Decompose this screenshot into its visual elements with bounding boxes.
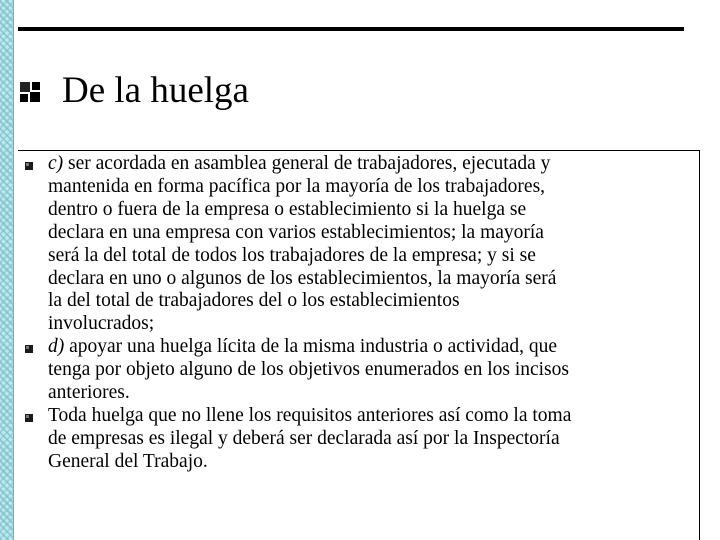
slide-title: De la huelga [62,70,249,111]
item-text-line: apoyar una huelga lícita de la misma industria o actividad, que [69,336,558,358]
content-top-border [18,150,700,151]
square-bullet-icon [25,414,33,422]
item-text-line: General del Trabajo. [48,450,208,472]
item-text-line: será la del total de todos los trabajadores de la empresa; y si se [48,244,536,266]
decorative-side-stripe [0,0,14,540]
list-item [18,336,698,405]
item-text-line: mantenida en forma pacífica por la mayoría de los trabajadores, [48,175,546,197]
checker-square-icon [20,82,42,104]
list-item [18,405,698,474]
list-item [18,153,698,336]
item-text-line: declara en uno o algunos de los establecimientos, la mayoría será [48,267,557,289]
item-text-line: tenga por objeto alguno de los objetivos enumerados en los incisos [48,359,569,381]
bullet-list [18,153,698,474]
item-prefix: d) [48,336,65,358]
item-text-line: involucrados; [48,313,155,335]
content-right-border [699,150,700,540]
item-text-line: dentro o fuera de la empresa o establecimiento si la huelga se [48,198,527,220]
item-text-line: anteriores. [48,382,130,404]
square-bullet-icon [25,345,33,353]
item-text-line: de empresas es ilegal y deberá ser declarada así por la Inspectoría [48,427,560,449]
square-bullet-icon [25,162,33,170]
top-rule [18,27,684,31]
item-text-line: Toda huelga que no llene los requisitos anteriores así como la toma [48,404,572,426]
item-text-line: la del total de trabajadores del o los establecimientos [48,290,460,312]
content-area [18,153,698,474]
item-prefix: c) [48,153,64,174]
item-text-line: declara en una empresa con varios establecimientos; la mayoría [48,221,544,243]
item-text-line: ser acordada en asamblea general de trabajadores, ejecutada y [68,153,551,174]
